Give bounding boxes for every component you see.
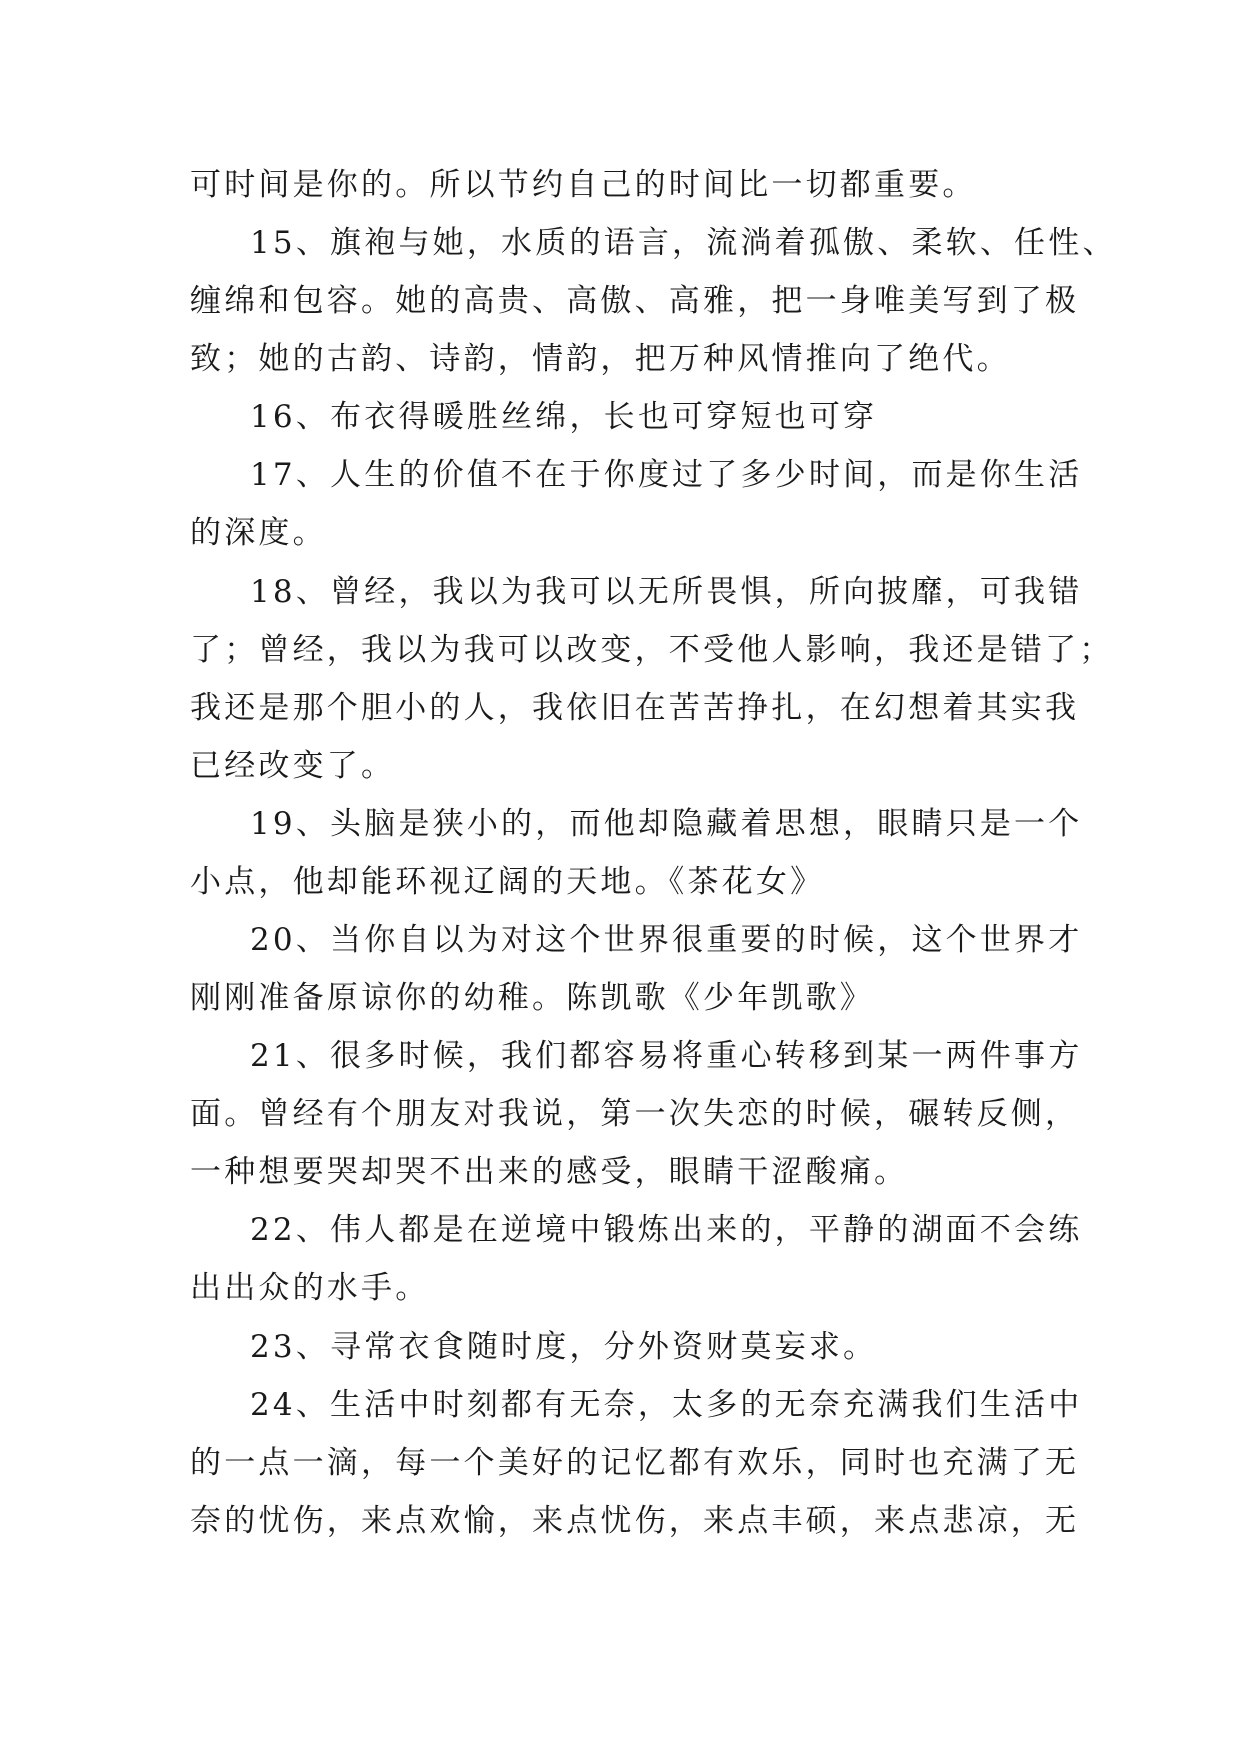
text-line: 小点，他却能环视辽阔的天地。《茶花女》 [190,864,825,900]
text-line: 了；曾经，我以为我可以改变，不受他人影响，我还是错了； [190,632,1114,668]
text-line: 致；她的古韵、诗韵，情韵，把万种风情推向了绝代。 [190,341,1011,377]
text-line: 22、伟人都是在逆境中锻炼出来的，平静的湖面不会练 [250,1212,1083,1248]
text-line: 15、旗袍与她，水质的语言，流淌着孤傲、柔软、任性、 [250,225,1117,261]
text-line: 我还是那个胆小的人，我依旧在苦苦挣扎，在幻想着其实我 [190,690,1080,726]
text-line: 19、头脑是狭小的，而他却隐藏着思想，眼睛只是一个 [250,806,1083,842]
text-line: 17、人生的价值不在于你度过了多少时间，而是你生活 [250,457,1083,493]
text-line: 18、曾经，我以为我可以无所畏惧，所向披靡，可我错 [250,574,1083,610]
text-line: 16、布衣得暖胜丝绵，长也可穿短也可穿 [250,399,878,435]
text-line: 的深度。 [190,515,327,551]
text-line: 刚刚准备原谅你的幼稚。陈凯歌《少年凯歌》 [190,980,874,1016]
text-line: 出出众的水手。 [190,1270,430,1306]
text-line: 奈的忧伤，来点欢愉，来点忧伤，来点丰硕，来点悲凉，无 [190,1503,1080,1539]
text-line: 24、生活中时刻都有无奈，太多的无奈充满我们生活中 [250,1387,1083,1423]
text-line: 20、当你自以为对这个世界很重要的时候，这个世界才 [250,922,1083,958]
text-line: 21、很多时候，我们都容易将重心转移到某一两件事方 [250,1038,1083,1074]
text-line: 一种想要哭却哭不出来的感受，眼睛干涩酸痛。 [190,1154,909,1190]
text-line: 已经改变了。 [190,748,396,784]
text-line: 的一点一滴，每一个美好的记忆都有欢乐，同时也充满了无 [190,1445,1080,1481]
text-line: 缠绵和包容。她的高贵、高傲、高雅，把一身唯美写到了极 [190,283,1080,319]
text-line: 面。曾经有个朋友对我说，第一次失恋的时候，碾转反侧， [190,1096,1080,1132]
text-line: 23、寻常衣食随时度，分外资财莫妄求。 [250,1329,878,1365]
text-line: 可时间是你的。所以节约自己的时间比一切都重要。 [190,167,977,203]
